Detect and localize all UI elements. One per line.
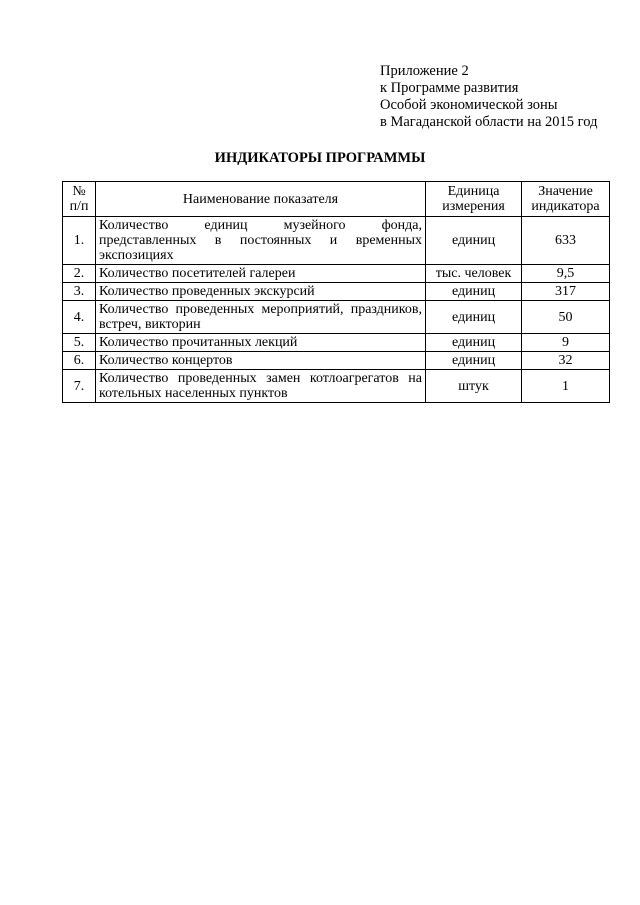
table-row: [63, 370, 610, 403]
appendix-line: Приложение 2: [380, 63, 469, 79]
table-row: [63, 301, 610, 334]
row-name: Количество проведенных экскурсий: [96, 283, 426, 301]
row-num: 4.: [63, 301, 96, 334]
row-value: 1: [522, 370, 610, 403]
header-name: Наименование показателя: [96, 182, 426, 217]
appendix-line: в Магаданской области на 2015 год: [380, 114, 598, 130]
appendix-line: к Программе развития: [380, 80, 519, 96]
table-row: [63, 217, 610, 265]
row-value: 9: [522, 334, 610, 352]
table-row: [63, 265, 610, 283]
row-name: Количество посетителей галереи: [96, 265, 426, 283]
appendix-header: [380, 63, 597, 131]
header-value: Значение индикатора: [522, 182, 610, 217]
table-row: [63, 334, 610, 352]
table-header-row: [63, 182, 610, 217]
row-unit: единиц: [426, 283, 522, 301]
row-name: Количество проведенных мероприятий, праздников, встреч, викторин: [96, 301, 426, 334]
row-num: 2.: [63, 265, 96, 283]
row-name: Количество концертов: [96, 352, 426, 370]
row-unit: единиц: [426, 334, 522, 352]
table-row: [63, 283, 610, 301]
header-unit: Единица измерения: [426, 182, 522, 217]
row-num: 6.: [63, 352, 96, 370]
row-value: 9,5: [522, 265, 610, 283]
row-unit: единиц: [426, 217, 522, 265]
row-num: 1.: [63, 217, 96, 265]
row-unit: тыс. человек: [426, 265, 522, 283]
row-num: 5.: [63, 334, 96, 352]
row-unit: единиц: [426, 352, 522, 370]
appendix-line: Особой экономической зоны: [380, 97, 558, 113]
page-title: ИНДИКАТОРЫ ПРОГРАММЫ: [214, 150, 426, 166]
row-value: 32: [522, 352, 610, 370]
row-name: Количество прочитанных лекций: [96, 334, 426, 352]
row-unit: единиц: [426, 301, 522, 334]
row-value: 50: [522, 301, 610, 334]
row-num: 7.: [63, 370, 96, 403]
indicators-table: [62, 181, 610, 403]
row-name: Количество единиц музейного фонда, представленных в постоянных и временных экспозициях: [96, 217, 426, 265]
header-num: № п/п: [63, 182, 96, 217]
row-name: Количество проведенных замен котлоагрегатов на котельных населенных пунктов: [96, 370, 426, 403]
row-unit: штук: [426, 370, 522, 403]
row-num: 3.: [63, 283, 96, 301]
row-value: 317: [522, 283, 610, 301]
row-value: 633: [522, 217, 610, 265]
table-row: [63, 352, 610, 370]
